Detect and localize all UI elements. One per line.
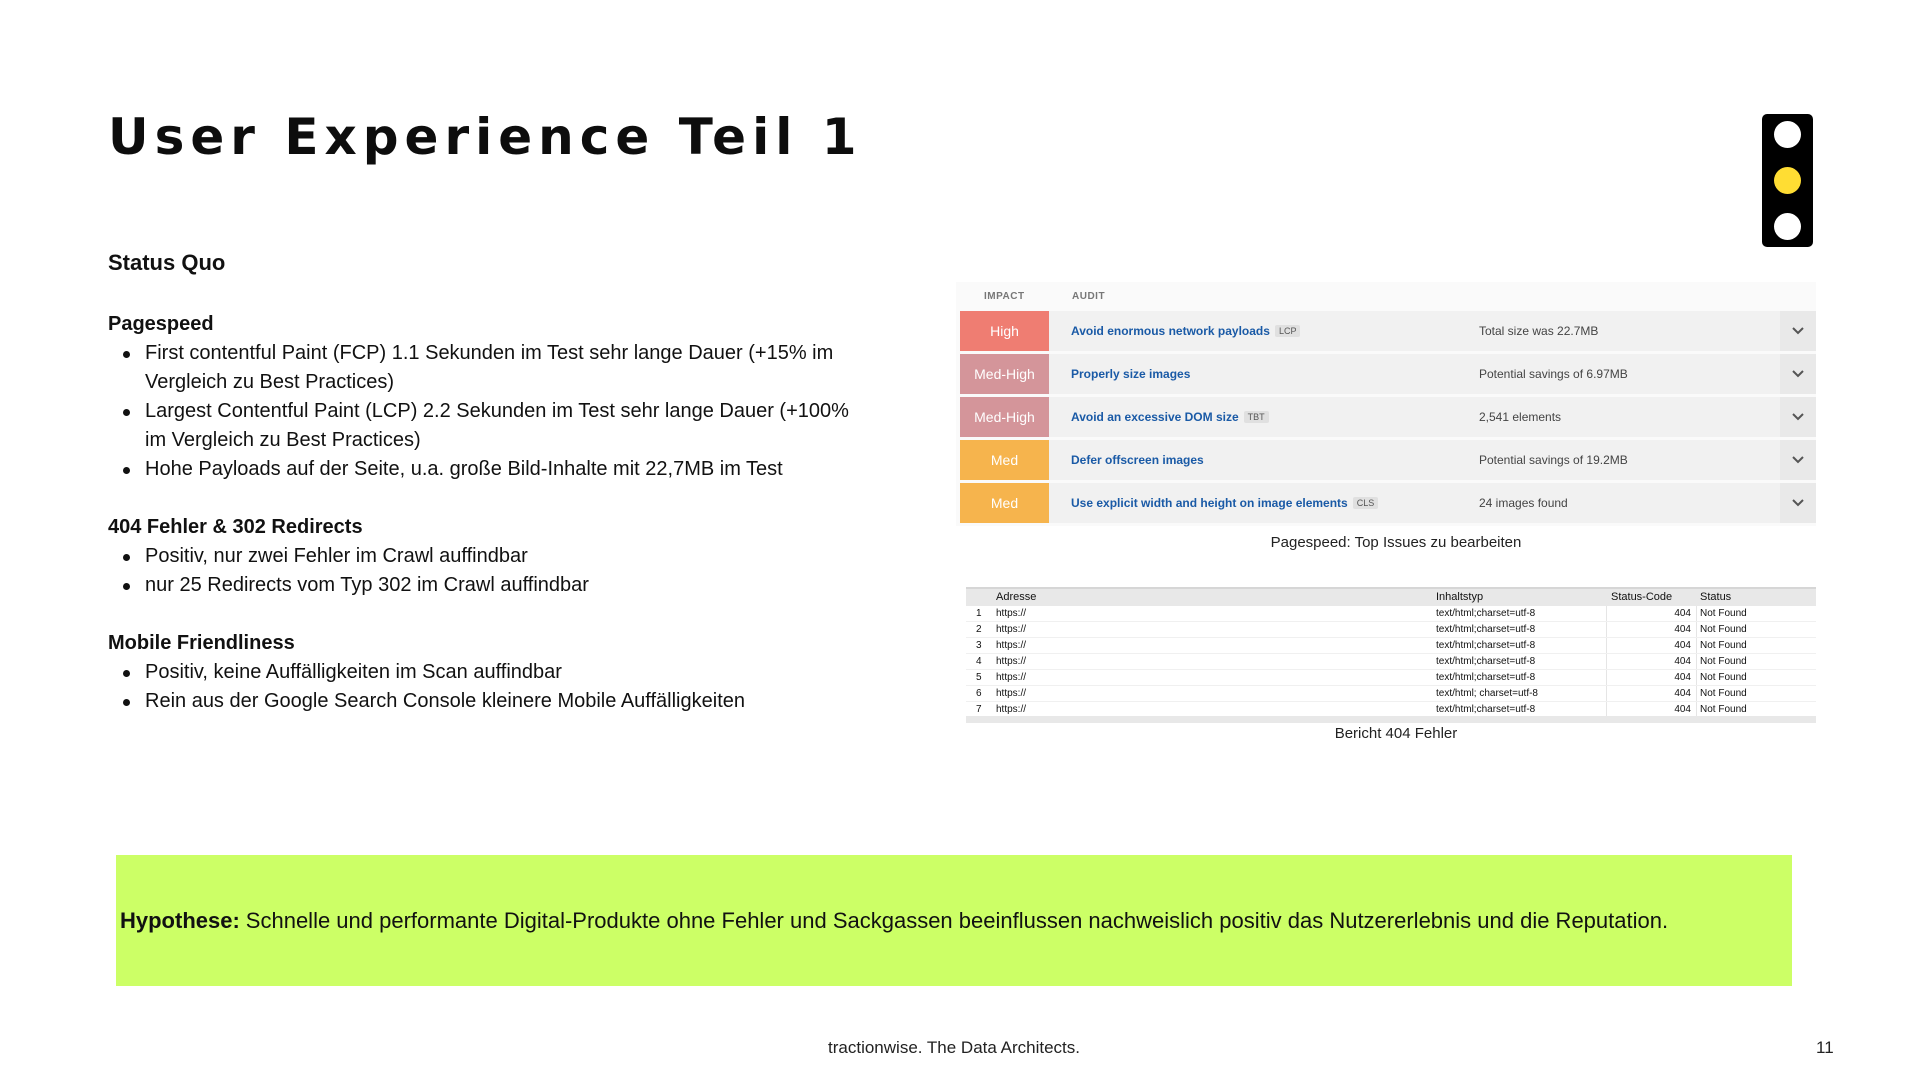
audit-title: Avoid enormous network payloads LCP bbox=[1071, 311, 1300, 351]
impact-badge: Med bbox=[960, 440, 1049, 480]
row-number: 3 bbox=[976, 640, 982, 651]
metric-tag: CLS bbox=[1353, 497, 1379, 509]
row-status-code: 404 bbox=[1674, 656, 1691, 667]
row-status: Not Found bbox=[1700, 608, 1747, 619]
section-heading-mobile-friendliness: Mobile Friendliness bbox=[108, 632, 295, 654]
impact-badge: Med bbox=[960, 483, 1049, 523]
row-status: Not Found bbox=[1700, 672, 1747, 683]
audit-row[interactable] bbox=[960, 311, 1816, 351]
metric-tag: LCP bbox=[1275, 325, 1301, 337]
bullet-item: nur 25 Redirects vom Typ 302 im Crawl auffindbar bbox=[108, 571, 868, 600]
redirects-bullet-list bbox=[108, 542, 868, 600]
impact-badge: High bbox=[960, 311, 1049, 351]
report-404-table bbox=[966, 587, 1816, 723]
row-status: Not Found bbox=[1700, 624, 1747, 635]
table-row[interactable] bbox=[966, 670, 1816, 686]
audit-title: Defer offscreen images bbox=[1071, 453, 1204, 467]
row-number: 5 bbox=[976, 672, 982, 683]
audit-detail: Total size was 22.7MB bbox=[1479, 324, 1599, 338]
chevron-down-icon[interactable] bbox=[1780, 354, 1816, 394]
row-number: 2 bbox=[976, 624, 982, 635]
bullet-item: Positiv, keine Auffälligkeiten im Scan auffindbar bbox=[108, 658, 868, 687]
row-content-type: text/html;charset=utf-8 bbox=[1436, 672, 1536, 683]
audit-detail: 24 images found bbox=[1479, 496, 1568, 510]
pagespeed-bullet-list bbox=[108, 339, 868, 484]
impact-column-header: IMPACT bbox=[984, 291, 1025, 302]
table-row[interactable] bbox=[966, 606, 1816, 622]
impact-badge: Med-High bbox=[960, 397, 1049, 437]
section-heading-pagespeed: Pagespeed bbox=[108, 313, 214, 335]
row-number: 7 bbox=[976, 704, 982, 715]
status-quo-heading: Status Quo bbox=[108, 250, 226, 275]
horizontal-scrollbar[interactable] bbox=[966, 716, 1816, 723]
row-content-type: text/html; charset=utf-8 bbox=[1436, 688, 1538, 699]
row-url: https:// bbox=[996, 656, 1027, 667]
hypothesis-text: Schnelle und performante Digital-Produkte ohne Fehler und Sackgassen beeinflussen nachweislich positiv das Nutzererlebnis und die Reputation. bbox=[245, 907, 1669, 933]
audit-detail: 2,541 elements bbox=[1479, 410, 1562, 424]
column-header-status-code: Status-Code bbox=[1611, 591, 1673, 603]
row-status: Not Found bbox=[1700, 688, 1747, 699]
page-title: User Experience Teil 1 bbox=[108, 108, 863, 166]
row-content-type: text/html;charset=utf-8 bbox=[1436, 624, 1536, 635]
traffic-light-top-lamp bbox=[1774, 121, 1801, 148]
row-url: https:// bbox=[996, 624, 1027, 635]
row-status-code: 404 bbox=[1674, 608, 1691, 619]
mobile-bullet-list bbox=[108, 658, 868, 716]
pagespeed-issues-table bbox=[956, 282, 1816, 526]
row-status: Not Found bbox=[1700, 640, 1747, 651]
bullet-item: Positiv, nur zwei Fehler im Crawl auffindbar bbox=[108, 542, 868, 571]
table-header-row bbox=[966, 589, 1816, 606]
audit-column-header: AUDIT bbox=[1072, 291, 1106, 302]
hypothesis-label: Hypothese: bbox=[120, 907, 240, 933]
row-number: 1 bbox=[976, 608, 982, 619]
audit-title: Avoid an excessive DOM size TBT bbox=[1071, 397, 1269, 437]
audit-row[interactable] bbox=[960, 397, 1816, 437]
chevron-down-icon[interactable] bbox=[1780, 311, 1816, 351]
column-header-inhaltstyp: Inhaltstyp bbox=[1436, 591, 1484, 603]
traffic-light-bottom-lamp bbox=[1774, 213, 1801, 240]
chevron-down-icon[interactable] bbox=[1780, 397, 1816, 437]
row-content-type: text/html;charset=utf-8 bbox=[1436, 640, 1536, 651]
column-header-adresse: Adresse bbox=[996, 591, 1037, 603]
row-content-type: text/html;charset=utf-8 bbox=[1436, 608, 1536, 619]
impact-badge: Med-High bbox=[960, 354, 1049, 394]
metric-tag: TBT bbox=[1244, 411, 1269, 423]
traffic-light-icon bbox=[1762, 114, 1813, 247]
audit-row[interactable] bbox=[960, 483, 1816, 523]
row-status: Not Found bbox=[1700, 704, 1747, 715]
column-header-status: Status bbox=[1700, 591, 1732, 603]
audit-title: Use explicit width and height on image elements CLS bbox=[1071, 483, 1378, 523]
row-url: https:// bbox=[996, 608, 1027, 619]
hypothesis-box bbox=[116, 855, 1792, 986]
audit-detail: Potential savings of 19.2MB bbox=[1479, 453, 1628, 467]
audit-detail: Potential savings of 6.97MB bbox=[1479, 367, 1628, 381]
table-row[interactable] bbox=[966, 622, 1816, 638]
row-status-code: 404 bbox=[1674, 624, 1691, 635]
status-quo-section bbox=[108, 248, 868, 745]
section-heading-404-redirects: 404 Fehler & 302 Redirects bbox=[108, 516, 363, 538]
page-number: 11 bbox=[1816, 1038, 1834, 1057]
row-url: https:// bbox=[996, 640, 1027, 651]
bullet-item: Largest Contentful Paint (LCP) 2.2 Sekunden im Test sehr lange Dauer (+100% im Vergleich zu Best Practices) bbox=[108, 397, 868, 455]
audit-title: Properly size images bbox=[1071, 367, 1191, 381]
row-status-code: 404 bbox=[1674, 640, 1691, 651]
report-404-caption: Bericht 404 Fehler bbox=[1334, 725, 1458, 742]
audit-row[interactable] bbox=[960, 354, 1816, 394]
footer-text: tractionwise. The Data Architects. bbox=[828, 1038, 1080, 1057]
row-status: Not Found bbox=[1700, 656, 1747, 667]
traffic-light-middle-lamp bbox=[1774, 167, 1801, 194]
row-number: 4 bbox=[976, 656, 982, 667]
bullet-item: First contentful Paint (FCP) 1.1 Sekunden im Test sehr lange Dauer (+15% im Vergleich zu Best Practices) bbox=[108, 339, 868, 397]
audit-row[interactable] bbox=[960, 440, 1816, 480]
pagespeed-caption: Pagespeed: Top Issues zu bearbeiten bbox=[1270, 534, 1522, 551]
chevron-down-icon[interactable] bbox=[1780, 440, 1816, 480]
row-content-type: text/html;charset=utf-8 bbox=[1436, 704, 1536, 715]
table-row[interactable] bbox=[966, 638, 1816, 654]
row-status-code: 404 bbox=[1674, 688, 1691, 699]
row-status-code: 404 bbox=[1674, 672, 1691, 683]
row-url: https:// bbox=[996, 688, 1027, 699]
table-row[interactable] bbox=[966, 654, 1816, 670]
bullet-item: Rein aus der Google Search Console kleinere Mobile Auffälligkeiten bbox=[108, 687, 868, 716]
row-url: https:// bbox=[996, 704, 1027, 715]
row-url: https:// bbox=[996, 672, 1027, 683]
table-row[interactable] bbox=[966, 686, 1816, 702]
row-content-type: text/html;charset=utf-8 bbox=[1436, 656, 1536, 667]
chevron-down-icon[interactable] bbox=[1780, 483, 1816, 523]
row-status-code: 404 bbox=[1674, 704, 1691, 715]
bullet-item: Hohe Payloads auf der Seite, u.a. große Bild-Inhalte mit 22,7MB im Test bbox=[108, 455, 868, 484]
row-number: 6 bbox=[976, 688, 982, 699]
